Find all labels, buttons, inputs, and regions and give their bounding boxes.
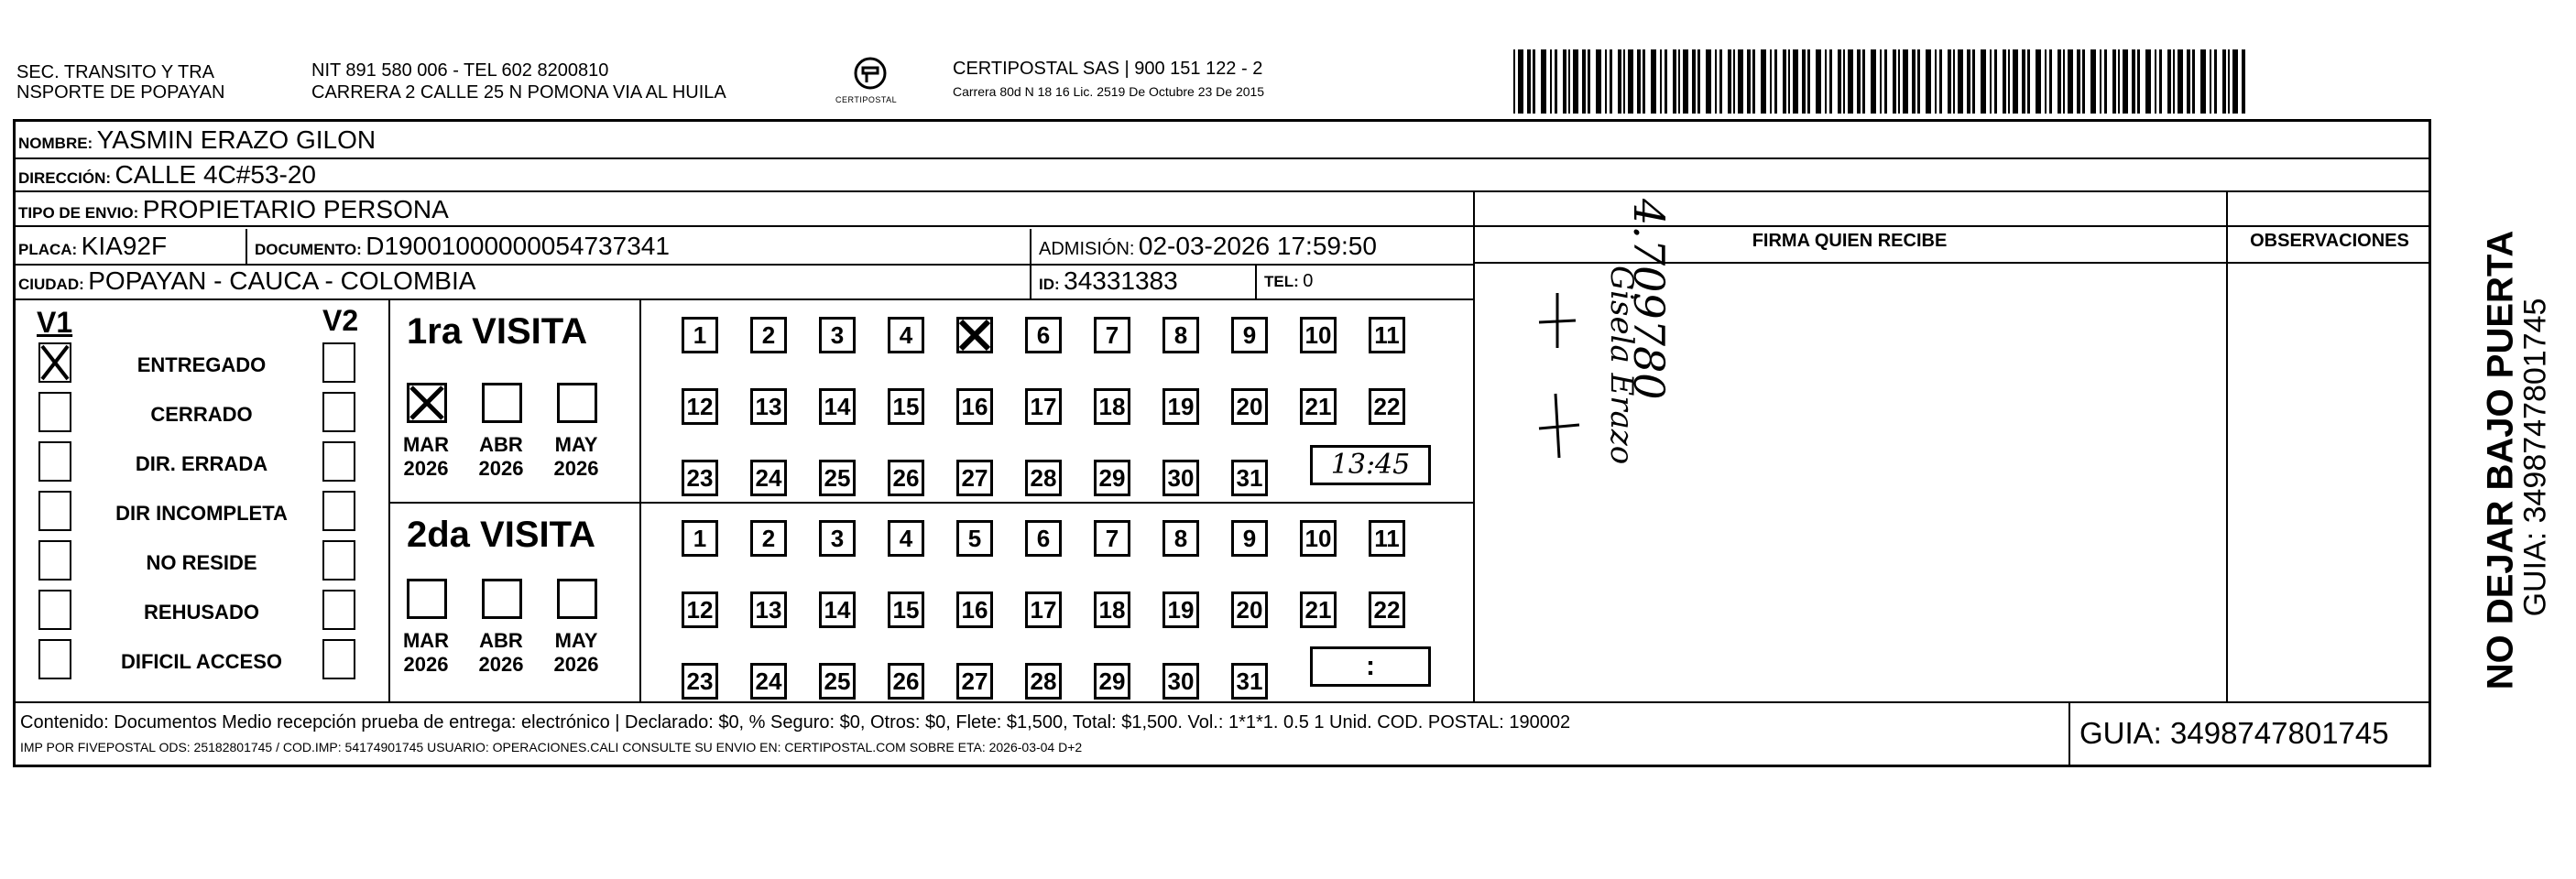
barcode-bar <box>2003 49 2006 114</box>
placa-value: KIA92F <box>81 232 168 260</box>
barcode-bar <box>1838 49 1841 114</box>
barcode-bar <box>1618 49 1621 114</box>
checked-x-icon <box>959 320 990 351</box>
v2-checkbox[interactable] <box>322 441 355 482</box>
v2-checkbox[interactable] <box>322 590 355 630</box>
barcode-bar <box>1563 49 1566 114</box>
barcode-bar <box>1783 49 1786 114</box>
barcode-bar <box>1884 49 1887 114</box>
ciudad-field <box>18 266 475 301</box>
barcode-bar <box>2013 49 2018 114</box>
day-box[interactable]: 21 <box>1300 388 1337 425</box>
day-box[interactable]: 18 <box>1094 591 1130 628</box>
day-box[interactable]: 12 <box>682 388 718 425</box>
day-box[interactable]: 13 <box>750 388 787 425</box>
barcode-bar <box>2068 49 2073 114</box>
barcode-bar <box>1715 49 1717 114</box>
v1-checkbox[interactable] <box>38 392 71 432</box>
status-label: DIR. ERRADA <box>135 452 268 475</box>
month-year: 2026 <box>478 653 524 676</box>
id-label: ID: <box>1039 276 1060 293</box>
barcode-bar <box>1665 49 1667 114</box>
handwritten-name: Gisela Erazo <box>1603 266 1640 465</box>
tel-field <box>1264 266 1313 298</box>
barcode-bar <box>1761 49 1766 114</box>
barcode-bar <box>2058 49 2061 114</box>
barcode-bar <box>1683 49 1688 114</box>
footer-guia: GUIA: 3498747801745 <box>2079 716 2389 750</box>
barcode-bar <box>2132 49 2135 114</box>
month-checkbox[interactable] <box>482 383 522 423</box>
day-box[interactable]: 29 <box>1094 663 1130 700</box>
day-box[interactable] <box>956 317 993 353</box>
barcode-bar <box>1728 49 1731 114</box>
day-box[interactable]: 29 <box>1094 460 1130 496</box>
barcode-bar <box>2167 49 2171 114</box>
day-box[interactable]: 6 <box>1025 317 1062 353</box>
admision-label: ADMISIÓN: <box>1039 239 1135 259</box>
month-checkbox[interactable] <box>407 383 447 423</box>
day-box[interactable]: 14 <box>819 388 856 425</box>
day-box[interactable]: 19 <box>1162 591 1199 628</box>
day-box[interactable]: 4 <box>888 520 924 557</box>
barcode-bar <box>2192 49 2195 114</box>
day-box[interactable]: 26 <box>888 460 924 496</box>
documento-label: DOCUMENTO: <box>255 241 362 258</box>
documento-field <box>255 231 670 266</box>
barcode-bar <box>1972 49 1975 114</box>
day-box[interactable]: 27 <box>956 663 993 700</box>
barcode-bar <box>1697 49 1700 114</box>
barcode-bar <box>1948 49 1951 114</box>
barcode-bar <box>1843 49 1845 114</box>
barcode-bar <box>1862 49 1865 114</box>
barcode-bar <box>1596 49 1601 114</box>
day-box[interactable]: 25 <box>819 663 856 700</box>
barcode-bar <box>2063 49 2065 114</box>
visit1-time-value: 13:45 <box>1330 449 1411 481</box>
month-checkbox[interactable] <box>482 579 522 619</box>
side-guia: GUIA: 3498747801745 <box>2517 298 2553 617</box>
sender-address: CARRERA 2 CALLE 25 N POMONA VIA AL HUILA <box>311 82 726 103</box>
barcode-bar <box>1903 49 1908 114</box>
status-label: NO RESIDE <box>146 551 257 574</box>
month-checkbox[interactable] <box>407 579 447 619</box>
barcode-bar <box>1651 49 1656 114</box>
barcode-bar <box>1935 49 1937 114</box>
company-license: Carrera 80d N 18 16 Lic. 2519 De Octubre 23 De 2015 <box>953 84 1265 99</box>
barcode-bar <box>1994 49 1997 114</box>
barcode-bar <box>2118 49 2120 114</box>
barcode-bar <box>1643 49 1645 114</box>
barcode-bar <box>1807 49 1810 114</box>
barcode-bar <box>1958 49 1963 114</box>
visit2-time[interactable] <box>1310 646 1431 687</box>
day-box[interactable]: 16 <box>956 591 993 628</box>
barcode-bar <box>1588 49 1590 114</box>
month-checkbox[interactable] <box>557 579 597 619</box>
checked-x-icon <box>40 344 70 381</box>
barcode-bar <box>2045 49 2047 114</box>
barcode-bar <box>1953 49 1955 114</box>
documento-value: D19001000000054737341 <box>366 232 670 260</box>
barcode-bar <box>1637 49 1641 114</box>
month-name: ABR <box>479 629 523 652</box>
day-box[interactable]: 27 <box>956 460 993 496</box>
barcode-bar <box>2104 49 2107 114</box>
month-checkbox[interactable] <box>557 383 597 423</box>
barcode <box>1513 49 2255 114</box>
footer-contenido: Contenido: Documentos Medio recepción prueba de entrega: electrónico | Declarado: $0, % Seguro: $0, Otros: $0, Flete: $1,500, Total: $1,500. Vol.: 1*1*1. 0.5 1 Unid. COD. POSTAL: 190002 <box>20 712 1571 732</box>
barcode-bar <box>2210 49 2211 114</box>
firma-header: FIRMA QUIEN RECIBE <box>1752 231 1948 251</box>
barcode-bar <box>1912 49 1916 114</box>
day-box[interactable]: 6 <box>1025 520 1062 557</box>
month-name: ABR <box>479 433 523 456</box>
day-box[interactable]: 10 <box>1300 317 1337 353</box>
visit1-time[interactable] <box>1310 445 1431 485</box>
barcode-bar <box>2173 49 2175 114</box>
day-box[interactable]: 13 <box>750 591 787 628</box>
placa-field <box>18 231 167 266</box>
barcode-bar <box>1788 49 1790 114</box>
day-box[interactable]: 30 <box>1162 663 1199 700</box>
barcode-bar <box>1533 49 1535 114</box>
barcode-bar <box>1871 49 1876 114</box>
day-box[interactable]: 21 <box>1300 591 1337 628</box>
day-box[interactable]: 31 <box>1231 663 1268 700</box>
v2-checkbox[interactable] <box>322 491 355 531</box>
day-box[interactable]: 1 <box>682 520 718 557</box>
day-box[interactable]: 2 <box>750 317 787 353</box>
day-box[interactable]: 17 <box>1025 591 1062 628</box>
barcode-bar <box>2214 49 2217 114</box>
day-box[interactable]: 15 <box>888 388 924 425</box>
barcode-bar <box>2027 49 2030 114</box>
barcode-bar <box>2178 49 2183 114</box>
barcode-bar <box>2100 49 2101 114</box>
barcode-bar <box>1573 49 1578 114</box>
signature-strokes <box>1502 275 1612 476</box>
barcode-bar <box>2159 49 2162 114</box>
barcode-bar <box>2228 49 2230 114</box>
day-box[interactable]: 28 <box>1025 663 1062 700</box>
barcode-bar <box>1692 49 1696 114</box>
barcode-bar <box>1793 49 1798 114</box>
status-label: DIR INCOMPLETA <box>115 502 288 525</box>
day-box[interactable]: 7 <box>1094 317 1130 353</box>
day-box[interactable]: 25 <box>819 460 856 496</box>
barcode-bar <box>2090 49 2096 114</box>
barcode-bar <box>1893 49 1896 114</box>
barcode-bar <box>1673 49 1676 114</box>
observaciones-header: OBSERVACIONES <box>2250 231 2409 251</box>
barcode-bar <box>1733 49 1735 114</box>
barcode-bar <box>1939 49 1942 114</box>
admision-value: 02-03-2026 17:59:50 <box>1138 232 1377 260</box>
v1-checkbox[interactable] <box>38 441 71 482</box>
barcode-bar <box>1541 49 1546 114</box>
visit1-title: 1ra VISITA <box>407 311 588 352</box>
barcode-bar <box>2036 49 2041 114</box>
day-box[interactable]: 15 <box>888 591 924 628</box>
barcode-bar <box>1880 49 1882 114</box>
admision-field <box>1039 231 1377 266</box>
status-label: DIFICIL ACCESO <box>120 650 282 673</box>
logo-caption: CERTIPOSTAL <box>835 95 898 104</box>
v1-checkbox[interactable] <box>38 342 71 383</box>
barcode-bar <box>1555 49 1557 114</box>
day-box[interactable]: 8 <box>1162 317 1199 353</box>
barcode-bar <box>1513 49 1515 114</box>
v1-checkbox[interactable] <box>38 639 71 679</box>
barcode-bar <box>2222 49 2226 114</box>
month-year: 2026 <box>553 457 599 480</box>
status-label: ENTREGADO <box>136 353 267 376</box>
barcode-bar <box>1747 49 1751 114</box>
checked-x-icon <box>409 385 444 420</box>
side-no-dejar: NO DEJAR BAJO PUERTA <box>2480 230 2521 690</box>
day-box[interactable]: 31 <box>1231 460 1268 496</box>
day-box[interactable]: 1 <box>682 317 718 353</box>
day-box[interactable]: 23 <box>682 663 718 700</box>
day-box[interactable]: 3 <box>819 317 856 353</box>
barcode-bar <box>2049 49 2052 114</box>
tipo-envio-field <box>18 194 449 230</box>
barcode-bar <box>1802 49 1806 114</box>
day-box[interactable]: 22 <box>1369 591 1405 628</box>
day-box[interactable]: 8 <box>1162 520 1199 557</box>
day-box[interactable]: 20 <box>1231 388 1268 425</box>
direccion-field <box>18 159 316 195</box>
v2-checkbox[interactable] <box>322 540 355 581</box>
placa-label: PLACA: <box>18 241 78 258</box>
barcode-bar <box>1857 49 1861 114</box>
day-box[interactable]: 12 <box>682 591 718 628</box>
barcode-bar <box>1550 49 1552 114</box>
barcode-bar <box>2232 49 2238 114</box>
barcode-bar <box>1898 49 1900 114</box>
barcode-bar <box>1990 49 1992 114</box>
barcode-bar <box>1738 49 1743 114</box>
barcode-bar <box>1568 49 1570 114</box>
day-box[interactable]: 11 <box>1369 520 1405 557</box>
day-box[interactable]: 4 <box>888 317 924 353</box>
day-box[interactable]: 5 <box>956 520 993 557</box>
sender-org-line2: NSPORTE DE POPAYAN <box>16 82 225 103</box>
day-box[interactable]: 14 <box>819 591 856 628</box>
nombre-field <box>18 125 376 160</box>
logo-icon <box>843 53 898 114</box>
month-name: MAR <box>402 629 450 652</box>
nombre-label: NOMBRE: <box>18 135 93 152</box>
company-logo <box>835 53 898 114</box>
day-box[interactable]: 26 <box>888 663 924 700</box>
barcode-bar <box>2145 49 2151 114</box>
nombre-value: YASMIN ERAZO GILON <box>96 125 377 154</box>
day-box[interactable]: 10 <box>1300 520 1337 557</box>
month-name: MAY <box>554 433 598 456</box>
barcode-bar <box>1848 49 1853 114</box>
barcode-bar <box>1706 49 1711 114</box>
month-year: 2026 <box>403 653 449 676</box>
day-box[interactable]: 20 <box>1231 591 1268 628</box>
visit2-time-value: : <box>1366 651 1375 681</box>
day-box[interactable]: 11 <box>1369 317 1405 353</box>
v1-checkbox[interactable] <box>38 590 71 630</box>
tel-value: 0 <box>1303 271 1314 291</box>
month-name: MAY <box>554 629 598 652</box>
barcode-bar <box>1719 49 1722 114</box>
barcode-bar <box>2137 49 2140 114</box>
barcode-bar <box>1582 49 1586 114</box>
barcode-bar <box>2022 49 2025 114</box>
status-label: CERRADO <box>150 403 253 426</box>
day-box[interactable]: 23 <box>682 460 718 496</box>
barcode-bar <box>1829 49 1832 114</box>
day-box[interactable]: 9 <box>1231 520 1268 557</box>
month-year: 2026 <box>553 653 599 676</box>
month-year: 2026 <box>403 457 449 480</box>
day-box[interactable]: 9 <box>1231 317 1268 353</box>
sender-org-line1: SEC. TRANSITO Y TRA <box>16 62 214 82</box>
barcode-bar <box>1926 49 1931 114</box>
barcode-bar <box>2187 49 2190 114</box>
v1-checkbox[interactable] <box>38 491 71 531</box>
day-box[interactable]: 2 <box>750 520 787 557</box>
day-box[interactable]: 24 <box>750 460 787 496</box>
barcode-bar <box>2077 49 2080 114</box>
barcode-bar <box>2200 49 2206 114</box>
visit2-title: 2da VISITA <box>407 515 595 555</box>
barcode-bar <box>1825 49 1827 114</box>
day-box[interactable]: 3 <box>819 520 856 557</box>
barcode-bar <box>1678 49 1680 114</box>
day-box[interactable]: 22 <box>1369 388 1405 425</box>
barcode-bar <box>1660 49 1662 114</box>
barcode-bar <box>1816 49 1821 114</box>
day-box[interactable]: 7 <box>1094 520 1130 557</box>
id-field <box>1039 266 1178 301</box>
barcode-bar <box>2112 49 2116 114</box>
status-label: REHUSADO <box>144 601 259 624</box>
handwritten-number: 4.709780 <box>1624 199 1674 400</box>
barcode-bar <box>1774 49 1777 114</box>
day-box[interactable]: 24 <box>750 663 787 700</box>
v1-checkbox[interactable] <box>38 540 71 581</box>
barcode-bar <box>1610 49 1612 114</box>
direccion-value: CALLE 4C#53-20 <box>115 160 316 189</box>
id-value: 34331383 <box>1064 266 1178 295</box>
v1-header: V1 <box>37 306 73 339</box>
v2-checkbox[interactable] <box>322 392 355 432</box>
barcode-bar <box>2082 49 2085 114</box>
barcode-bar <box>1605 49 1607 114</box>
day-box[interactable]: 30 <box>1162 460 1199 496</box>
barcode-bar <box>2008 49 2010 114</box>
ciudad-label: CIUDAD: <box>18 276 84 293</box>
barcode-bar <box>1628 49 1633 114</box>
barcode-bar <box>2155 49 2156 114</box>
sender-nit: NIT 891 580 006 - TEL 602 8200810 <box>311 60 609 81</box>
barcode-bar <box>1917 49 1920 114</box>
day-box[interactable]: 17 <box>1025 388 1062 425</box>
barcode-bar <box>1623 49 1625 114</box>
tel-label: TEL: <box>1264 273 1299 290</box>
v2-checkbox[interactable] <box>322 639 355 679</box>
company-name: CERTIPOSTAL SAS | 900 151 122 - 2 <box>953 59 1263 79</box>
barcode-bar <box>1981 49 1986 114</box>
barcode-bar <box>1752 49 1755 114</box>
barcode-bar <box>1518 49 1523 114</box>
footer-imp: IMP POR FIVEPOSTAL ODS: 25182801745 / COD.IMP: 54174901745 USUARIO: OPERACIONES.CALI CONSULTE SU ENVIO EN: CERTIPOSTAL.COM SOBRE ETA: 2026-03-04 D+2 <box>20 740 1083 754</box>
day-box[interactable]: 16 <box>956 388 993 425</box>
direccion-label: DIRECCIÓN: <box>18 169 112 187</box>
day-box[interactable]: 19 <box>1162 388 1199 425</box>
barcode-bar <box>2123 49 2128 114</box>
tipo-envio-label: TIPO DE ENVIO: <box>18 204 139 222</box>
v2-header: V2 <box>322 304 359 337</box>
tipo-envio-value: PROPIETARIO PERSONA <box>142 195 449 223</box>
barcode-bar <box>1770 49 1772 114</box>
day-box[interactable]: 28 <box>1025 460 1062 496</box>
day-box[interactable]: 18 <box>1094 388 1130 425</box>
month-year: 2026 <box>478 457 524 480</box>
barcode-bar <box>1967 49 1970 114</box>
v2-checkbox[interactable] <box>322 342 355 383</box>
barcode-bar <box>1527 49 1531 114</box>
ciudad-value: POPAYAN - CAUCA - COLOMBIA <box>88 266 476 295</box>
month-name: MAR <box>402 433 450 456</box>
barcode-bar <box>2242 49 2245 114</box>
